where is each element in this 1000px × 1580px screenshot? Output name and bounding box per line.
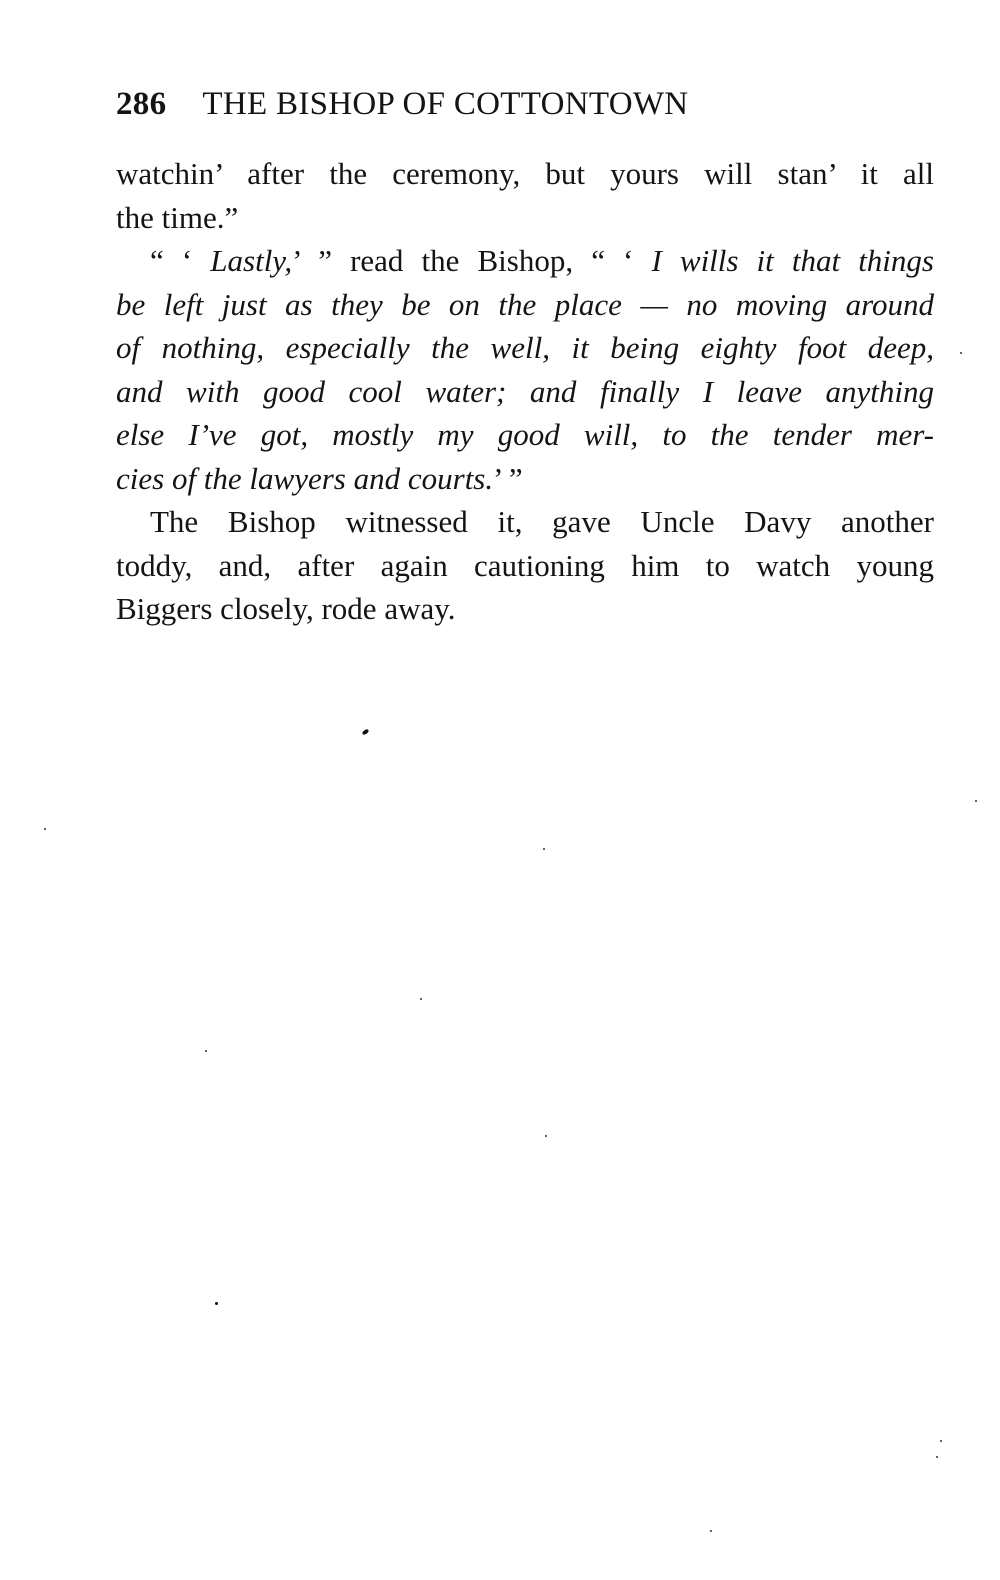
running-header: [116, 84, 936, 124]
scan-speck: [361, 728, 369, 735]
text-line: toddy, and, after again cautioning him to watch young: [116, 547, 934, 583]
scan-speck: [44, 828, 46, 830]
paragraph-3: [116, 500, 934, 631]
scan-speck: [215, 1302, 218, 1305]
paragraph-1: [116, 152, 934, 239]
scan-speck: [205, 1050, 207, 1052]
running-title: THE BISHOP OF COTTONTOWN: [202, 86, 689, 122]
text-line: be left just as they be on the place — no moving around: [116, 286, 934, 322]
quote-mid: ’ ” read the Bishop, “ ‘: [292, 243, 652, 278]
italic-text: I wills it that things: [651, 243, 934, 278]
scan-speck: [936, 1456, 938, 1458]
text-line: The Bishop witnessed it, gave Uncle Davy another: [150, 504, 934, 539]
italic-text: cies of the lawyers and courts.: [116, 460, 494, 496]
scan-speck: [543, 848, 545, 850]
scan-speck: [960, 352, 962, 354]
text-line: and with good cool water; and finally I leave anything: [116, 373, 934, 409]
text-line: of nothing, especially the well, it being eighty foot deep,: [116, 330, 934, 365]
text-line: Biggers closely, rode away.: [116, 591, 456, 626]
quote-close: ’ ”: [493, 460, 523, 496]
text-line: watchin’ after the ceremony, but yours will stan’ it all: [116, 156, 934, 191]
text-line: [116, 457, 934, 501]
page-number: 286: [116, 86, 167, 122]
scan-speck: [420, 998, 422, 1000]
text-line: the time.”: [116, 199, 239, 235]
italic-text: Lastly,: [210, 243, 293, 278]
paragraph-2: [116, 239, 934, 500]
body-text: [116, 152, 934, 631]
text-line: [116, 239, 934, 283]
text-line: else I’ve got, mostly my good will, to the tender mer-: [116, 417, 934, 452]
scan-speck: [710, 1530, 712, 1532]
scan-speck: [545, 1135, 547, 1137]
scan-speck: [975, 800, 977, 802]
quote-open: “ ‘: [150, 243, 211, 278]
scan-speck: [940, 1440, 942, 1442]
